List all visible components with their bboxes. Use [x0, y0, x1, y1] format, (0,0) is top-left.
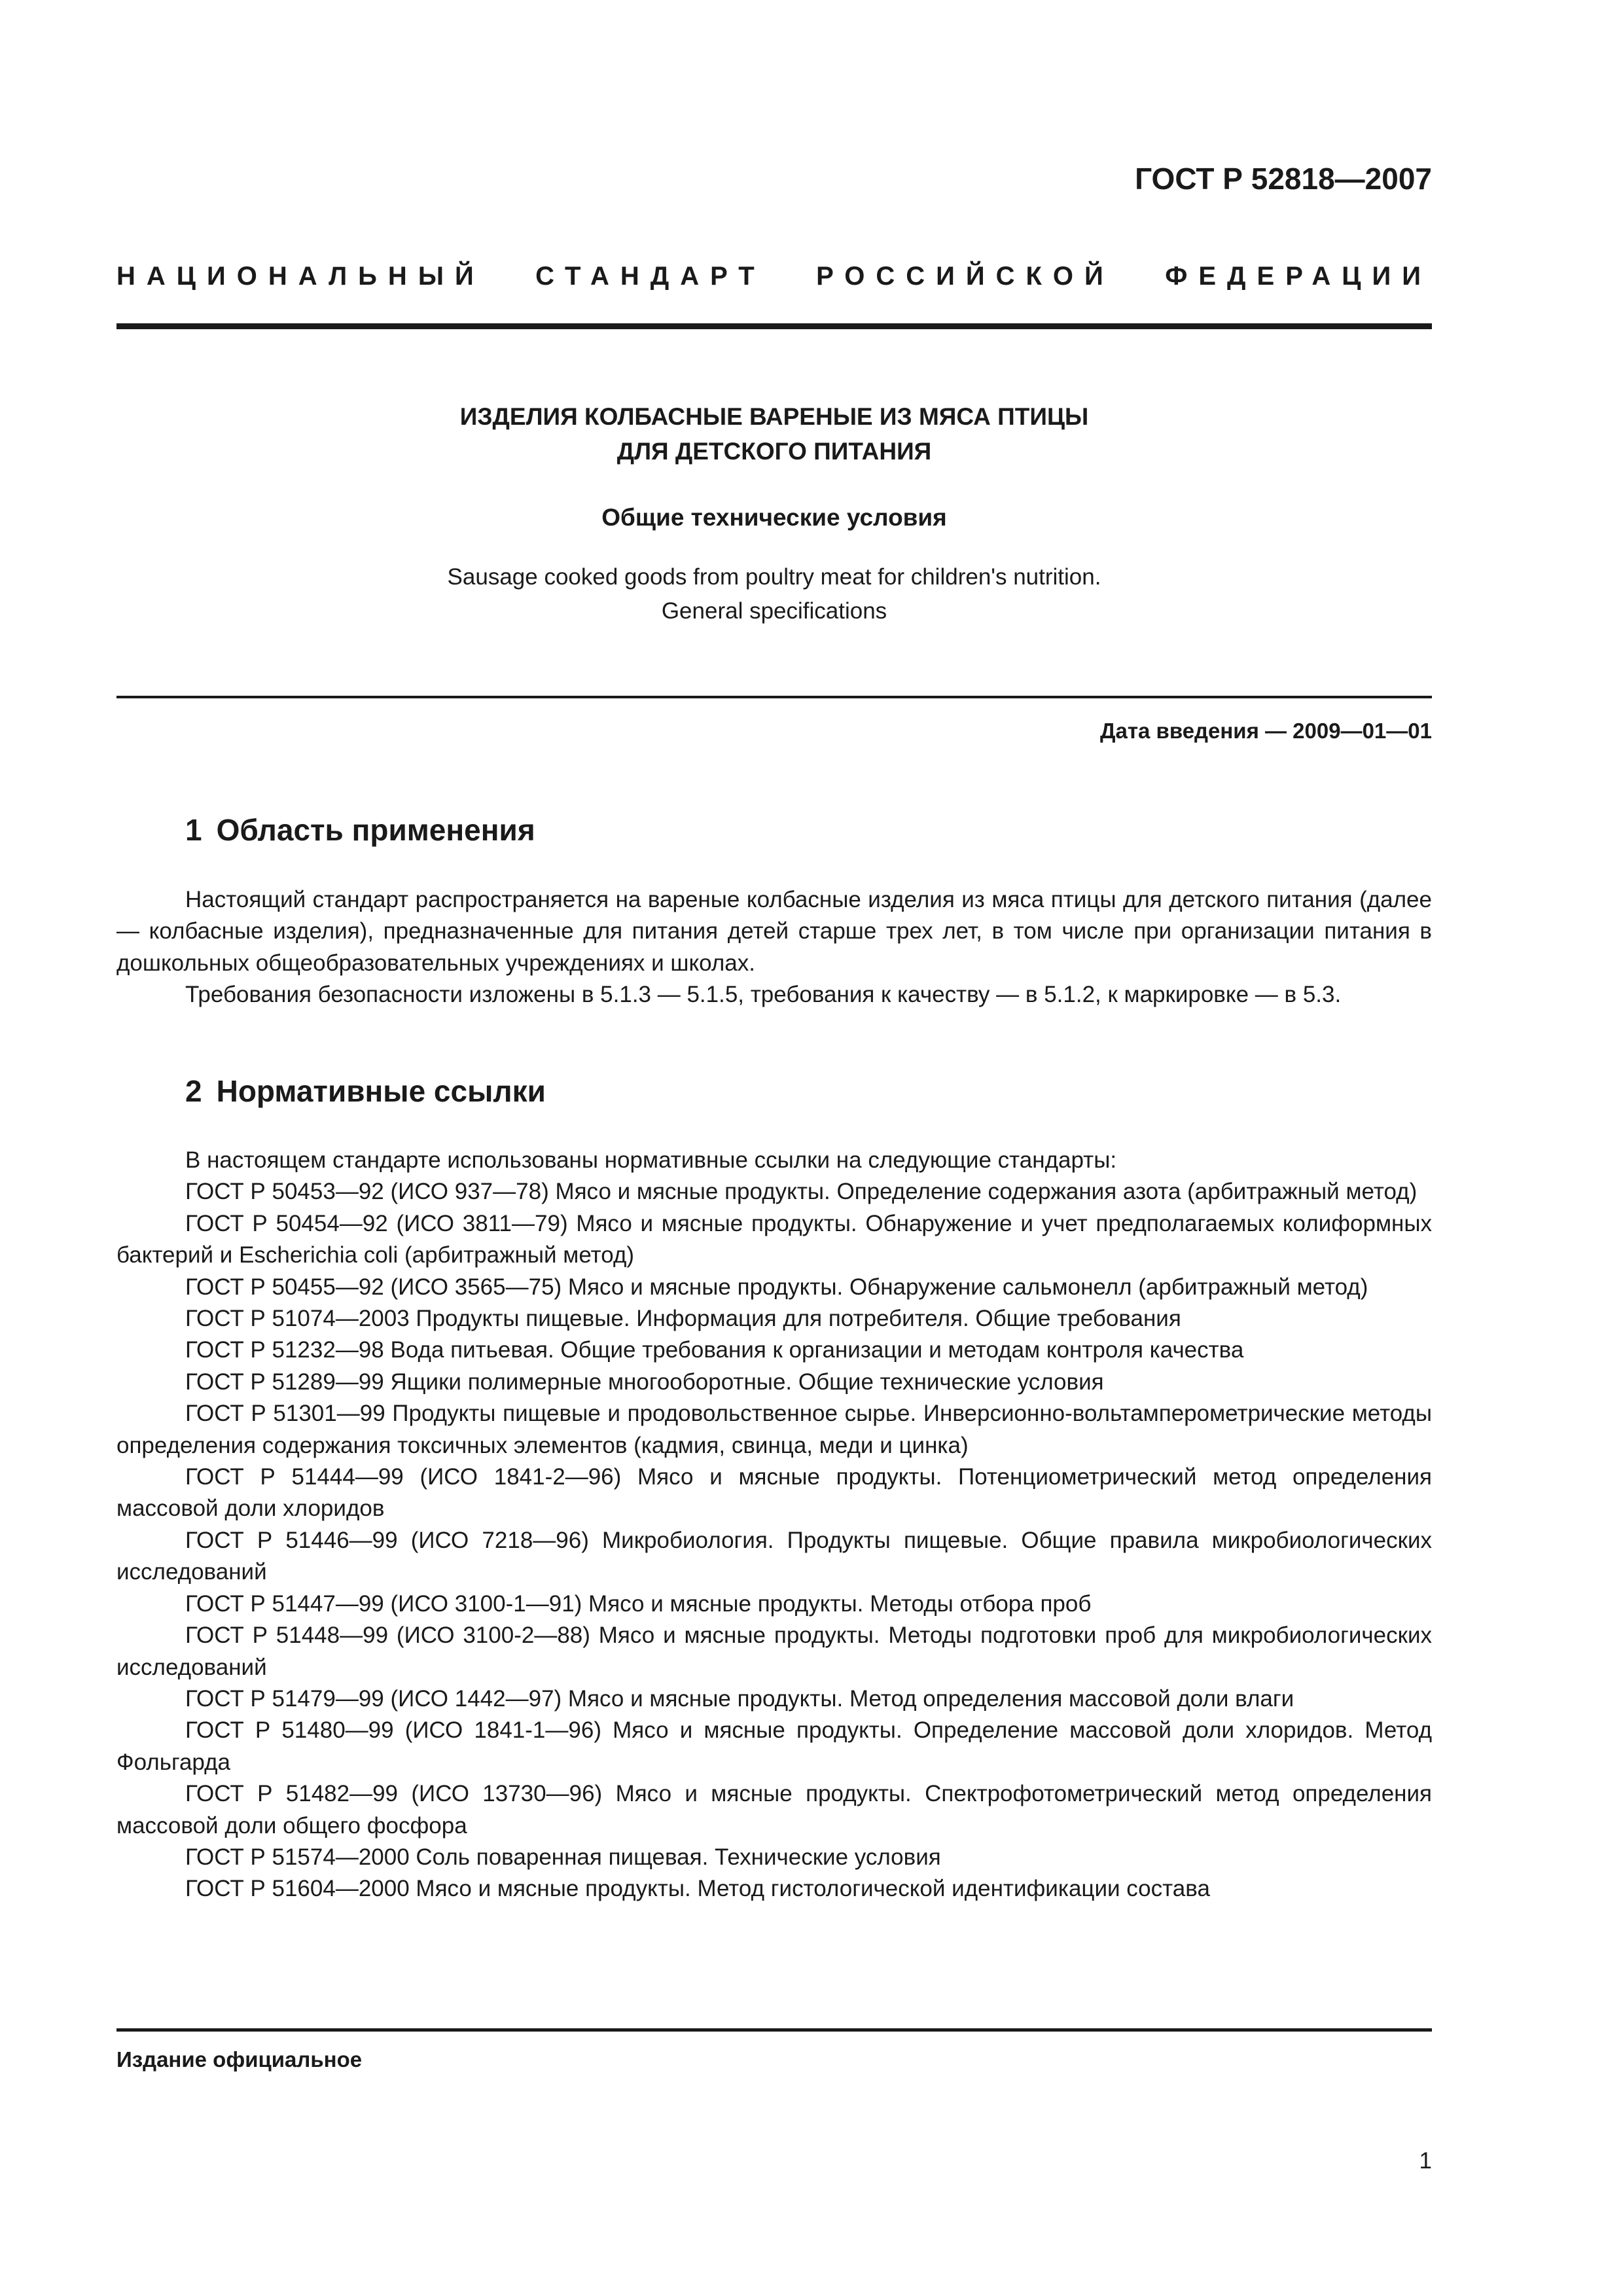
- section-body-scope: [116, 884, 1432, 1011]
- national-standard-banner: [116, 262, 1432, 291]
- english-title-line: General specifications: [661, 598, 887, 624]
- reference-item: ГОСТ Р 51232—98 Вода питьевая. Общие требования к организации и методам контроля качества: [185, 1337, 1244, 1363]
- reference-item: ГОСТ Р 51574—2000 Соль поваренная пищевая. Технические условия: [185, 1844, 941, 1870]
- banner-word: НАЦИОНАЛЬНЫЙ: [116, 262, 485, 291]
- banner-word: ФЕДЕРАЦИИ: [1165, 262, 1432, 291]
- reference-item: ГОСТ Р 51479—99 (ИСО 1442—97) Мясо и мясные продукты. Метод определения массовой доли влаги: [185, 1685, 1294, 1712]
- section-title: Нормативные ссылки: [216, 1074, 546, 1108]
- document-number: ГОСТ Р 52818—2007: [1135, 162, 1432, 196]
- reference-item: ГОСТ Р 50455—92 (ИСО 3565—75) Мясо и мясные продукты. Обнаружение сальмонелл (арбитражный метод): [185, 1274, 1368, 1300]
- document-title-line: ИЗДЕЛИЯ КОЛБАСНЫЕ ВАРЕНЫЕ ИЗ МЯСА ПТИЦЫ: [459, 403, 1089, 430]
- reference-item: ГОСТ Р 51482—99 (ИСО 13730—96) Мясо и мясные продукты. Спектрофотометрический метод определения массовой доли общего фосфора: [116, 1781, 1432, 1839]
- document-subtitle: Общие технические условия: [601, 504, 947, 531]
- english-title: [116, 560, 1432, 628]
- section-number: 2: [185, 1074, 202, 1108]
- section-body-references: [116, 1145, 1432, 1905]
- paragraph: Настоящий стандарт распространяется на вареные колбасные изделия из мяса птицы для детского питания (далее — колбасные изделия), предназначенные для питания детей старше трех лет, в том числе при организации питания в дошкольных общеобразовательных учреждениях и школах.: [116, 887, 1432, 976]
- document-title-line: ДЛЯ ДЕТСКОГО ПИТАНИЯ: [616, 438, 932, 465]
- introduction-date: Дата введения — 2009—01—01: [1100, 719, 1432, 743]
- page-number: 1: [1419, 2148, 1432, 2174]
- footer-divider: [116, 2028, 1432, 2032]
- reference-item: ГОСТ Р 51448—99 (ИСО 3100-2—88) Мясо и мясные продукты. Методы подготовки проб для микробиологических исследований: [116, 1623, 1432, 1680]
- official-edition-note: Издание официальное: [116, 2047, 363, 2072]
- section-heading-references: [185, 1073, 546, 1109]
- reference-item: ГОСТ Р 51447—99 (ИСО 3100-1—91) Мясо и мясные продукты. Методы отбора проб: [185, 1590, 1092, 1617]
- reference-item: ГОСТ Р 50454—92 (ИСО 3811—79) Мясо и мясные продукты. Обнаружение и учет предполагаемых колиформных бактерий и Escherichia coli (арбитражный метод): [116, 1210, 1432, 1268]
- reference-item: ГОСТ Р 51446—99 (ИСО 7218—96) Микробиология. Продукты пищевые. Общие правила микробиологических исследований: [116, 1527, 1432, 1585]
- section-number: 1: [185, 813, 202, 847]
- header-divider: [116, 323, 1432, 329]
- title-divider: [116, 696, 1432, 698]
- reference-item: ГОСТ Р 50453—92 (ИСО 937—78) Мясо и мясные продукты. Определение содержания азота (арбитражный метод): [185, 1179, 1418, 1205]
- title-block: [116, 399, 1432, 628]
- reference-item: ГОСТ Р 51289—99 Ящики полимерные многооборотные. Общие технические условия: [185, 1369, 1104, 1395]
- banner-word: СТАНДАРТ: [535, 262, 766, 291]
- reference-item: ГОСТ Р 51301—99 Продукты пищевые и продовольственное сырье. Инверсионно-вольтамперометрические методы определения содержания токсичных элементов (кадмия, свинца, меди и цинка): [116, 1401, 1432, 1458]
- section-title: Область применения: [216, 813, 535, 847]
- section-heading-scope: [185, 812, 535, 848]
- english-title-line: Sausage cooked goods from poultry meat for children's nutrition.: [447, 564, 1101, 590]
- banner-word: РОССИЙСКОЙ: [816, 262, 1115, 291]
- reference-item: ГОСТ Р 51074—2003 Продукты пищевые. Информация для потребителя. Общие требования: [185, 1306, 1181, 1332]
- reference-item: ГОСТ Р 51480—99 (ИСО 1841-1—96) Мясо и мясные продукты. Определение массовой доли хлоридов. Метод Фольгарда: [116, 1717, 1432, 1775]
- reference-item: ГОСТ Р 51444—99 (ИСО 1841-2—96) Мясо и мясные продукты. Потенциометрический метод определения массовой доли хлоридов: [116, 1464, 1432, 1522]
- paragraph: В настоящем стандарте использованы нормативные ссылки на следующие стандарты:: [185, 1147, 1117, 1173]
- reference-item: ГОСТ Р 51604—2000 Мясо и мясные продукты. Метод гистологической идентификации состава: [185, 1876, 1210, 1902]
- paragraph: Требования безопасности изложены в 5.1.3 — 5.1.5, требования к качеству — в 5.1.2, к маркировке — в 5.3.: [185, 982, 1342, 1008]
